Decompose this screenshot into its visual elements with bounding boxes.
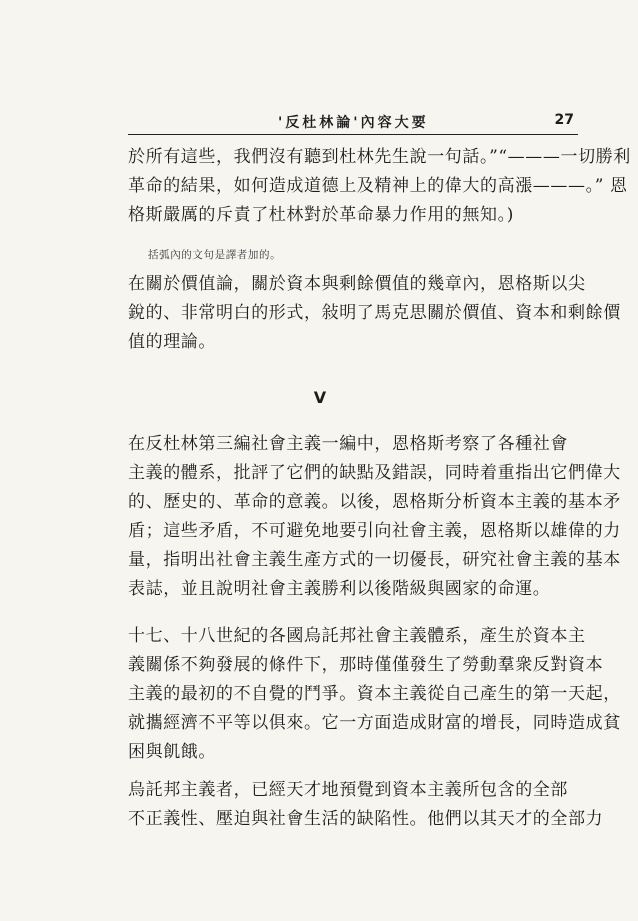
text-line: 在關於價值論，關於資本與剩餘價值的幾章內，恩格斯以尖 (128, 274, 586, 294)
running-title: '反杜林論'內容大要 (278, 115, 429, 131)
paragraph-4 (128, 622, 621, 767)
text-line: 主義的體系，批評了它們的缺點及錯誤，同時着重指出它們偉大 (128, 463, 621, 483)
text-line: 的、歷史的、革命的意義。以後，恩格斯分析資本主義的基本矛 (128, 492, 621, 512)
text-line: 表誌，並且說明社會主義勝利以後階級與國家的命運。 (128, 579, 551, 599)
text-line: 不正義性、壓迫與社會生活的缺陷性。他們以其天才的全部力 (128, 809, 604, 829)
text-line: 值的理論。 (128, 332, 216, 352)
text-line: 十七、十八世紀的各國烏託邦社會主義體系，產生於資本主 (128, 626, 586, 646)
text-line: 烏託邦主義者，已經天才地預覺到資本主義所包含的全部 (128, 780, 568, 800)
text-line: 就攜經濟不平等以俱來。它一方面造成財富的增長，同時造成貧 (128, 713, 621, 733)
paragraph-5 (128, 776, 604, 834)
running-header (128, 112, 578, 135)
text-line: 主義的最初的不自覺的鬥爭。資本主義從自己產生的第一天起， (128, 684, 621, 704)
text-line: 盾；這些矛盾，不可避免地要引向社會主義，恩格斯以雄偉的力 (128, 521, 621, 541)
paragraph-1 (128, 143, 631, 230)
text-line: 義關係不夠發展的條件下，那時僅僅發生了勞動羣衆反對資本 (128, 655, 604, 675)
paragraph-3 (128, 430, 621, 604)
text-line: 革命的結果，如何造成道德上及精神上的偉大的高漲———。” 恩 (128, 176, 628, 196)
text-line: 格斯嚴厲的斥責了杜林對於革命暴力作用的無知。) (128, 205, 514, 225)
page-number: 27 (554, 112, 574, 128)
section-number: V (313, 388, 327, 407)
translator-note: 括弧內的文句是譯者加的。 (148, 249, 282, 261)
text-line: 銳的、非常明白的形式，敍明了馬克思關於價值、資本和剩餘價 (128, 303, 621, 323)
text-line: 量，指明出社會主義生產方式的一切優長，研究社會主義的基本 (128, 550, 621, 570)
paragraph-2 (128, 270, 621, 357)
text-line: 於所有這些，我們沒有聽到杜林先生說一句話。”“———一切勝利 (128, 147, 631, 167)
text-line: 在反杜林第三編社會主義一編中，恩格斯考察了各種社會 (128, 434, 568, 454)
text-line: 困與飢餓。 (128, 742, 216, 762)
